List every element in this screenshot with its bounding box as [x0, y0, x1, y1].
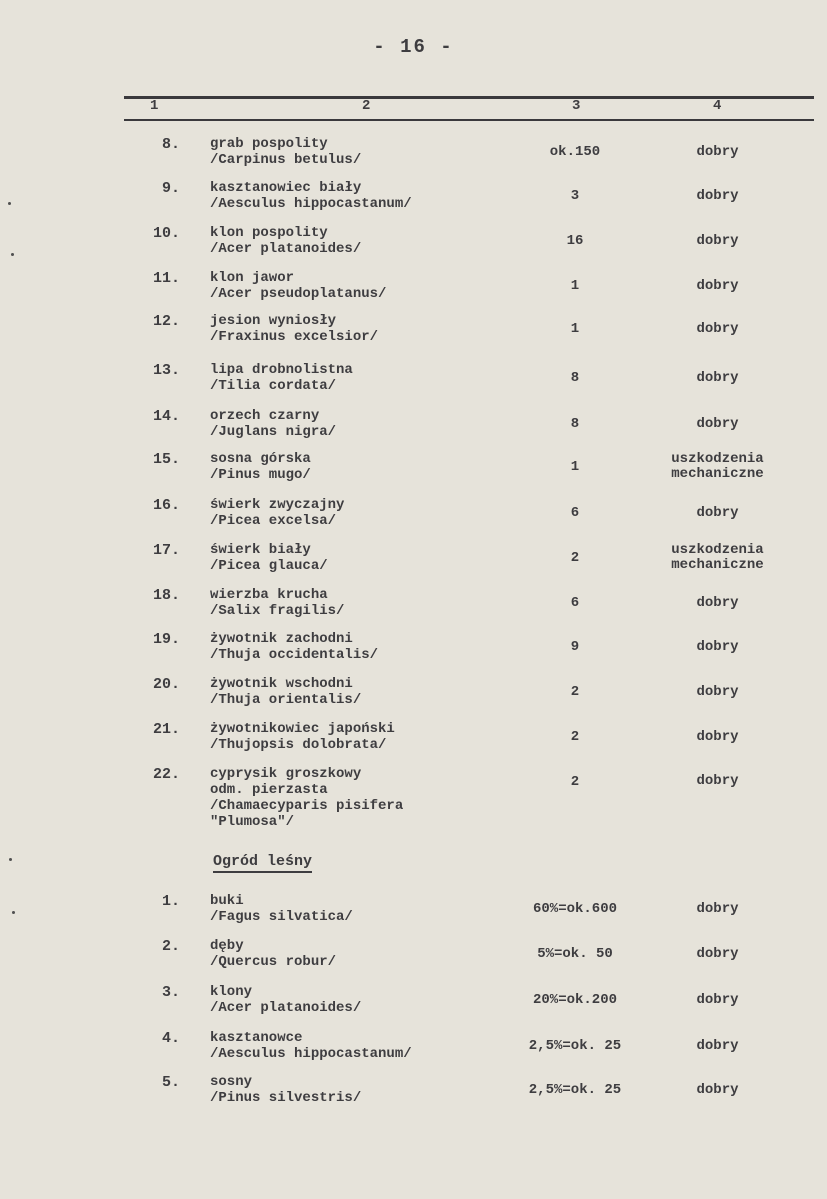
- species-name-line: "Plumosa"/: [210, 814, 295, 830]
- species-name-line: orzech czarny: [210, 408, 320, 424]
- row-number: 21.: [152, 721, 180, 738]
- row-number: 1.: [161, 893, 180, 910]
- quantity: 2,5%=ok. 25: [528, 1082, 622, 1098]
- row-number: 11.: [152, 270, 180, 287]
- condition: [650, 452, 785, 482]
- condition-line: dobry: [696, 278, 739, 294]
- condition-line: dobry: [696, 684, 739, 700]
- species-name-line: żywotnik zachodni: [210, 631, 353, 647]
- table-row: [0, 225, 827, 265]
- species-name-line: /Aesculus hippocastanum/: [210, 1046, 412, 1062]
- species-name: [210, 676, 500, 708]
- table-row: [0, 766, 827, 830]
- species-name-line: /Pinus mugo/: [210, 467, 311, 483]
- species-name-line: /Thuja orientalis/: [210, 692, 362, 708]
- row-number: 22.: [152, 766, 180, 783]
- quantity: 2: [570, 729, 580, 745]
- species-name: [210, 1030, 500, 1062]
- species-name-line: /Juglans nigra/: [210, 424, 337, 440]
- row-number: 4.: [161, 1030, 180, 1047]
- table-row: [0, 587, 827, 627]
- condition-line: dobry: [696, 639, 739, 655]
- species-name-line: klon pospolity: [210, 225, 328, 241]
- species-name-line: żywotnikowiec japoński: [210, 721, 395, 737]
- species-name-line: grab pospolity: [210, 136, 328, 152]
- species-name-line: /Salix fragilis/: [210, 603, 345, 619]
- quantity: 8: [570, 416, 580, 432]
- table-row: [0, 313, 827, 353]
- species-name-line: /Tilia cordata/: [210, 378, 337, 394]
- condition: [650, 685, 785, 700]
- species-name-line: /Thujopsis dolobrata/: [210, 737, 387, 753]
- quantity: ok.150: [549, 144, 601, 160]
- species-name: [210, 766, 500, 830]
- condition-line: dobry: [696, 729, 739, 745]
- condition: [650, 543, 785, 573]
- margin-dot: [8, 202, 11, 205]
- table-row: [0, 1030, 827, 1070]
- condition-line: dobry: [696, 233, 739, 249]
- condition-line: mechaniczne: [671, 466, 764, 482]
- species-name-line: /Pinus silvestris/: [210, 1090, 362, 1106]
- quantity: 2: [570, 774, 580, 790]
- row-number: 12.: [152, 313, 180, 330]
- species-name: [210, 631, 500, 663]
- species-name-line: klon jawor: [210, 270, 295, 286]
- row-number: 8.: [161, 136, 180, 153]
- table-row: [0, 984, 827, 1024]
- table-row: [0, 1074, 827, 1114]
- species-name-line: /Acer platanoides/: [210, 241, 362, 257]
- condition-line: dobry: [696, 1082, 739, 1098]
- species-name-line: lipa drobnolistna: [210, 362, 353, 378]
- quantity: 60%=ok.600: [532, 901, 617, 917]
- condition-line: mechaniczne: [671, 557, 764, 573]
- row-number: 16.: [152, 497, 180, 514]
- species-name: [210, 313, 500, 345]
- row-number: 9.: [161, 180, 180, 197]
- condition-line: dobry: [696, 946, 739, 962]
- species-name-line: sosny: [210, 1074, 253, 1090]
- table-row: [0, 408, 827, 448]
- species-name: [210, 1074, 500, 1106]
- condition: [650, 596, 785, 611]
- quantity: 2: [570, 550, 580, 566]
- table-row: [0, 180, 827, 220]
- condition-line: dobry: [696, 505, 739, 521]
- species-name: [210, 938, 500, 970]
- species-name: [210, 497, 500, 529]
- page-number: - 16 -: [373, 36, 454, 58]
- quantity: 5%=ok. 50: [537, 946, 613, 962]
- condition-line: dobry: [696, 188, 739, 204]
- table-row: [0, 362, 827, 402]
- condition-line: dobry: [696, 370, 739, 386]
- species-name: [210, 270, 500, 302]
- species-name: [210, 721, 500, 753]
- condition-line: uszkodzenia: [671, 542, 764, 558]
- species-name-line: /Quercus robur/: [210, 954, 337, 970]
- table-row: [0, 721, 827, 761]
- species-name-line: /Fraxinus excelsior/: [210, 329, 379, 345]
- species-name: [210, 893, 500, 925]
- condition: [650, 371, 785, 386]
- table-row: [0, 270, 827, 310]
- row-number: 3.: [161, 984, 180, 1001]
- row-number: 15.: [152, 451, 180, 468]
- species-name-line: /Thuja occidentalis/: [210, 647, 379, 663]
- table-row: [0, 136, 827, 176]
- table-header-rule: [124, 119, 814, 121]
- condition: [650, 189, 785, 204]
- quantity: 8: [570, 370, 580, 386]
- condition-line: dobry: [696, 416, 739, 432]
- column-header-4: 4: [713, 98, 722, 114]
- species-name-line: kasztanowce: [210, 1030, 303, 1046]
- species-name-line: jesion wyniosły: [210, 313, 337, 329]
- species-name: [210, 225, 500, 257]
- species-name-line: /Aesculus hippocastanum/: [210, 196, 412, 212]
- row-number: 18.: [152, 587, 180, 604]
- margin-dot: [12, 911, 15, 914]
- condition: [650, 145, 785, 160]
- species-name-line: dęby: [210, 938, 244, 954]
- species-name-line: świerk biały: [210, 542, 311, 558]
- species-name-line: /Picea excelsa/: [210, 513, 337, 529]
- species-name: [210, 542, 500, 574]
- quantity: 2: [570, 684, 580, 700]
- species-name: [210, 984, 500, 1016]
- species-name-line: sosna górska: [210, 451, 311, 467]
- condition: [650, 234, 785, 249]
- table-top-rule: [124, 96, 814, 99]
- quantity: 3: [570, 188, 580, 204]
- column-header-3: 3: [572, 98, 581, 114]
- species-name: [210, 451, 500, 483]
- quantity: 1: [570, 459, 580, 475]
- species-name-line: odm. pierzasta: [210, 782, 328, 798]
- species-name-line: /Acer platanoides/: [210, 1000, 362, 1016]
- species-name: [210, 136, 500, 168]
- species-name-line: żywotnik wschodni: [210, 676, 353, 692]
- condition: [650, 640, 785, 655]
- species-name-line: /Fagus silvatica/: [210, 909, 353, 925]
- species-name-line: kasztanowiec biały: [210, 180, 362, 196]
- row-number: 17.: [152, 542, 180, 559]
- condition-line: dobry: [696, 901, 739, 917]
- section-title: Ogród leśny: [213, 853, 312, 873]
- quantity: 2,5%=ok. 25: [528, 1038, 622, 1054]
- condition: [650, 1083, 785, 1098]
- condition: [650, 993, 785, 1008]
- condition-line: dobry: [696, 773, 739, 789]
- row-number: 20.: [152, 676, 180, 693]
- table-row: [0, 631, 827, 671]
- species-name: [210, 362, 500, 394]
- column-header-2: 2: [362, 98, 371, 114]
- condition-line: dobry: [696, 144, 739, 160]
- table-row: [0, 893, 827, 933]
- table-row: [0, 938, 827, 978]
- row-number: 19.: [152, 631, 180, 648]
- species-name-line: klony: [210, 984, 253, 1000]
- quantity: 1: [570, 321, 580, 337]
- quantity: 1: [570, 278, 580, 294]
- column-header-1: 1: [150, 98, 159, 114]
- condition: [650, 417, 785, 432]
- margin-dot: [9, 858, 12, 861]
- species-name-line: buki: [210, 893, 244, 909]
- quantity: 6: [570, 505, 580, 521]
- condition-line: dobry: [696, 595, 739, 611]
- table-row: [0, 676, 827, 716]
- margin-dot: [11, 253, 14, 256]
- species-name-line: świerk zwyczajny: [210, 497, 345, 513]
- condition: [650, 279, 785, 294]
- row-number: 2.: [161, 938, 180, 955]
- species-name-line: cyprysik groszkowy: [210, 766, 362, 782]
- condition: [650, 322, 785, 337]
- quantity: 20%=ok.200: [532, 992, 617, 1008]
- species-name-line: /Chamaecyparis pisifera: [210, 798, 404, 814]
- condition-line: dobry: [696, 321, 739, 337]
- species-name-line: wierzba krucha: [210, 587, 328, 603]
- condition: [650, 506, 785, 521]
- condition-line: uszkodzenia: [671, 451, 764, 467]
- species-name-line: /Picea glauca/: [210, 558, 328, 574]
- quantity: 16: [566, 233, 584, 249]
- row-number: 14.: [152, 408, 180, 425]
- condition: [650, 774, 785, 789]
- quantity: 9: [570, 639, 580, 655]
- condition: [650, 947, 785, 962]
- condition: [650, 730, 785, 745]
- quantity: 6: [570, 595, 580, 611]
- table-row: [0, 542, 827, 582]
- table-row: [0, 451, 827, 491]
- species-name-line: /Acer pseudoplatanus/: [210, 286, 387, 302]
- species-name-line: /Carpinus betulus/: [210, 152, 362, 168]
- row-number: 5.: [161, 1074, 180, 1091]
- row-number: 13.: [152, 362, 180, 379]
- table-row: [0, 497, 827, 537]
- condition-line: dobry: [696, 992, 739, 1008]
- row-number: 10.: [152, 225, 180, 242]
- species-name: [210, 180, 500, 212]
- condition-line: dobry: [696, 1038, 739, 1054]
- species-name: [210, 587, 500, 619]
- species-name: [210, 408, 500, 440]
- condition: [650, 1039, 785, 1054]
- condition: [650, 902, 785, 917]
